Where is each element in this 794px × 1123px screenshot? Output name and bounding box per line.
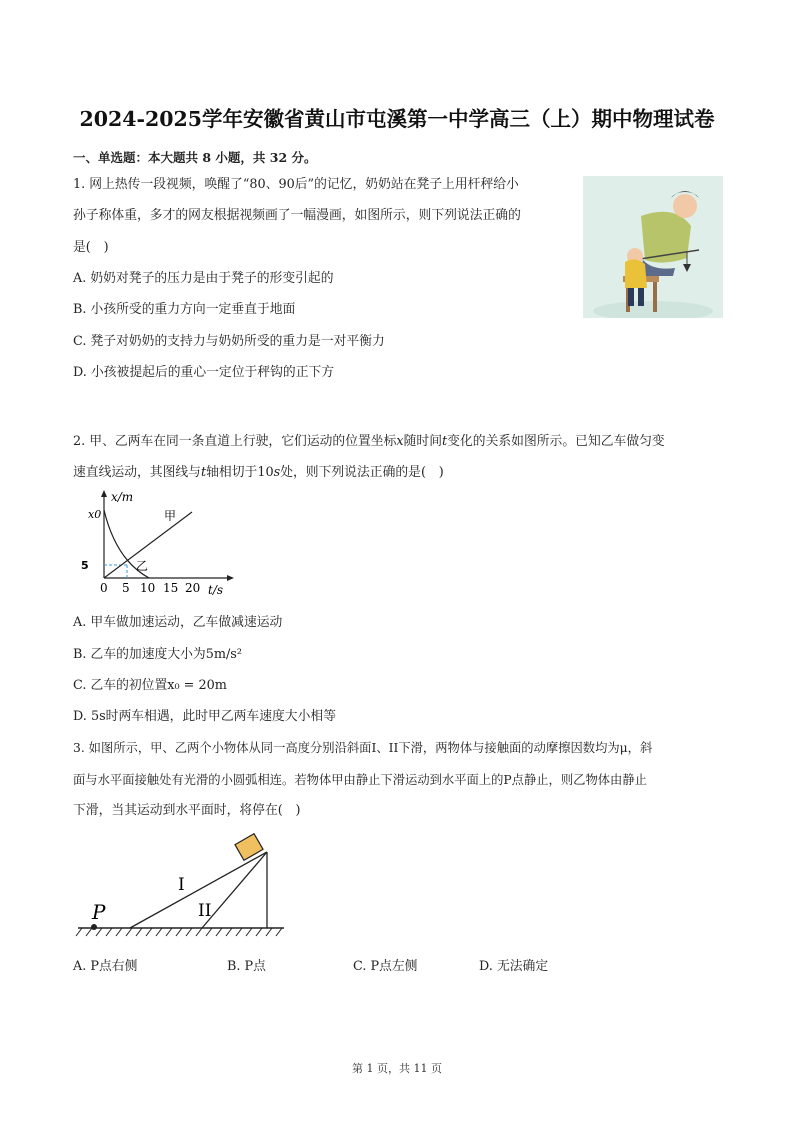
q2-line-1-part-a: 2. 甲、乙两车在同一条直道上行驶，它们运动的位置坐标 (73, 434, 397, 449)
x-axis-label: t/s (208, 583, 224, 597)
q2-var-s: s (273, 465, 281, 480)
q2-xt-graph (78, 488, 238, 600)
q2-line-1-part-b: 随时间 (403, 434, 443, 449)
q2-option-d: D. 5s时两车相遇，此时甲乙两车速度大小相等 (73, 709, 336, 724)
q3-option-a: A. P点右侧 (73, 959, 138, 974)
q1-option-c: C. 凳子对奶奶的支持力与奶奶所受的重力是一对平衡力 (73, 334, 385, 349)
incline-ii (202, 852, 267, 928)
q1-option-b: B. 小孩所受的重力方向一定垂直于地面 (73, 302, 296, 317)
q3-option-c: C. P点左侧 (353, 959, 418, 974)
page-title: 2024-2025学年安徽省黄山市屯溪第一中学高三（上）期中物理试卷 (79, 107, 715, 131)
label-p: P (92, 900, 106, 924)
q1-option-d: D. 小孩被提起后的重心一定位于秤钩的正下方 (73, 365, 335, 380)
q3-line-2: 面与水平面接触处有光滑的小圆弧相连。若物体甲由静止下滑运动到水平面上的P点静止，则乙物体由静止 (73, 773, 647, 787)
q2-option-c: C. 乙车的初位置x₀ = 20m (73, 678, 227, 693)
section-heading: 一、单选题：本大题共 8 小题，共 32 分。 (73, 150, 317, 165)
q1-line-2: 孙子称体重，多才的网友根据视频画了一幅漫画，如图所示，则下列说法正确的 (73, 208, 521, 223)
q2-line-1 (73, 434, 665, 450)
point-p (91, 924, 97, 930)
q1-cartoon-illustration (583, 176, 723, 318)
x-tick-20: 20 (185, 581, 201, 595)
q2-line-1-part-c: 变化的关系如图所示。已知乙车做匀变 (447, 434, 665, 449)
label-ii: II (198, 901, 212, 921)
q3-line-3: 下滑，当其运动到水平面时，将停在( ) (73, 803, 301, 818)
q3-incline-figure (74, 830, 290, 942)
q2-var-x: x (396, 434, 404, 449)
label-jia: 甲 (164, 509, 177, 523)
x-tick-15: 15 (163, 581, 179, 595)
x-tick-10: 10 (140, 581, 156, 595)
q2-var-t-2: t (200, 465, 207, 480)
q3-option-d: D. 无法确定 (479, 959, 549, 974)
page-footer: 第 1 页，共 11 页 (352, 1062, 442, 1075)
q2-option-a: A. 甲车做加速运动，乙车做减速运动 (73, 615, 283, 630)
x-tick-0: 0 (100, 581, 108, 595)
q1-line-1: 1. 网上热传一段视频，唤醒了“80、90后”的记忆，奶奶站在凳子上用杆秤给小 (73, 177, 519, 192)
q2-var-t: t (442, 434, 448, 449)
label-yi: 乙 (136, 559, 149, 573)
x0-label: x0 (88, 508, 102, 521)
q3-line-1: 3. 如图所示，甲、乙两个小物体从同一高度分别沿斜面I、II下滑，两物体与接触面的动摩擦因数均为μ，斜 (73, 741, 653, 755)
q2-option-b: B. 乙车的加速度大小为5m/s² (73, 647, 242, 662)
q2-line-2-part-b: 轴相切于10 (206, 465, 274, 480)
q1-line-3: 是( ) (73, 240, 109, 255)
y-tick-5: 5 (81, 559, 89, 572)
q1-option-a: A. 奶奶对凳子的压力是由于凳子的形变引起的 (73, 271, 334, 286)
q2-line-2 (73, 465, 444, 481)
y-axis-label: x/m (111, 490, 134, 504)
q2-line-2-part-a: 速直线运动，其图线与 (73, 465, 201, 480)
q3-option-b: B. P点 (227, 959, 266, 974)
q2-line-2-part-c: 处，则下列说法正确的是( ) (280, 465, 444, 480)
label-i: I (178, 875, 185, 895)
x-tick-5: 5 (122, 581, 130, 595)
